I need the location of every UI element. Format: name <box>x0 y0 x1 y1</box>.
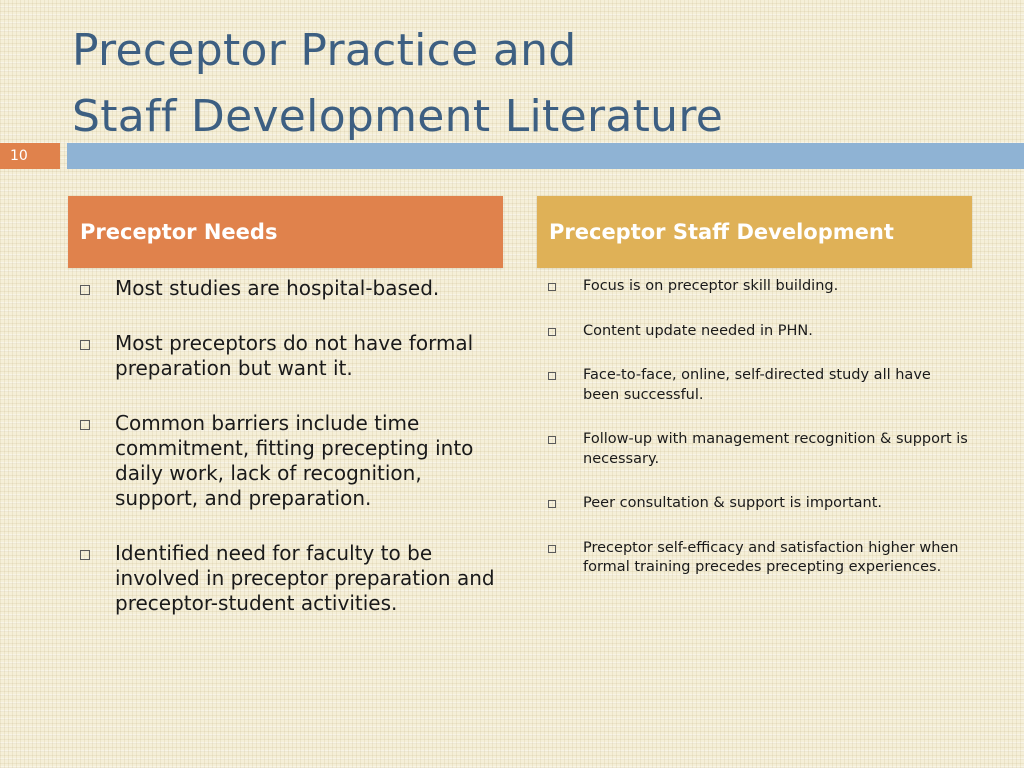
slide-title-line-2: Staff Development Literature <box>72 91 724 142</box>
preceptor-staff-development-header: Preceptor Staff Development <box>537 196 972 268</box>
list-item <box>548 494 968 514</box>
list-item-text: Content update needed in PHN. <box>583 322 813 339</box>
list-item-text: Preceptor self-efficacy and satisfaction higher when formal training precedes precepting experiences. <box>583 539 959 575</box>
square-bullet-icon <box>548 328 556 336</box>
slide-title-line-1: Preceptor Practice and <box>72 25 577 76</box>
square-bullet-icon <box>548 545 556 553</box>
list-item-text: Most studies are hospital-based. <box>115 276 440 300</box>
list-item-text: Peer consultation & support is important. <box>583 495 883 511</box>
list-item <box>548 277 968 297</box>
list-item <box>80 541 500 616</box>
list-item <box>548 366 968 405</box>
list-item <box>548 430 968 469</box>
list-item <box>80 411 500 511</box>
square-bullet-icon <box>548 372 556 380</box>
title-accent-bar <box>67 143 1024 169</box>
list-item <box>80 331 500 381</box>
list-item-text: Focus is on preceptor skill building. <box>583 278 839 294</box>
square-bullet-icon <box>548 283 556 291</box>
slide-title <box>72 18 972 150</box>
list-item-text: Most preceptors do not have formal preparation but want it. <box>115 331 474 380</box>
list-item-text: Follow-up with management recognition & support is necessary. <box>583 431 968 467</box>
square-bullet-icon <box>80 420 90 430</box>
square-bullet-icon <box>80 340 90 350</box>
preceptor-staff-development-list <box>548 277 968 603</box>
list-item-text: Identified need for faculty to be involved in preceptor preparation and preceptor-student activities. <box>115 541 495 615</box>
preceptor-needs-list <box>80 276 500 646</box>
list-item <box>80 276 500 301</box>
list-item <box>548 322 968 342</box>
list-item-text: Common barriers include time commitment, fitting precepting into daily work, lack of recognition, support, and preparation. <box>115 411 474 510</box>
list-item-text: Face-to-face, online, self-directed study all have been successful. <box>583 367 931 403</box>
square-bullet-icon <box>548 436 556 444</box>
slide-number: 10 <box>0 143 60 169</box>
preceptor-needs-header: Preceptor Needs <box>68 196 503 268</box>
square-bullet-icon <box>80 550 90 560</box>
square-bullet-icon <box>548 500 556 508</box>
square-bullet-icon <box>80 285 90 295</box>
list-item <box>548 539 968 578</box>
